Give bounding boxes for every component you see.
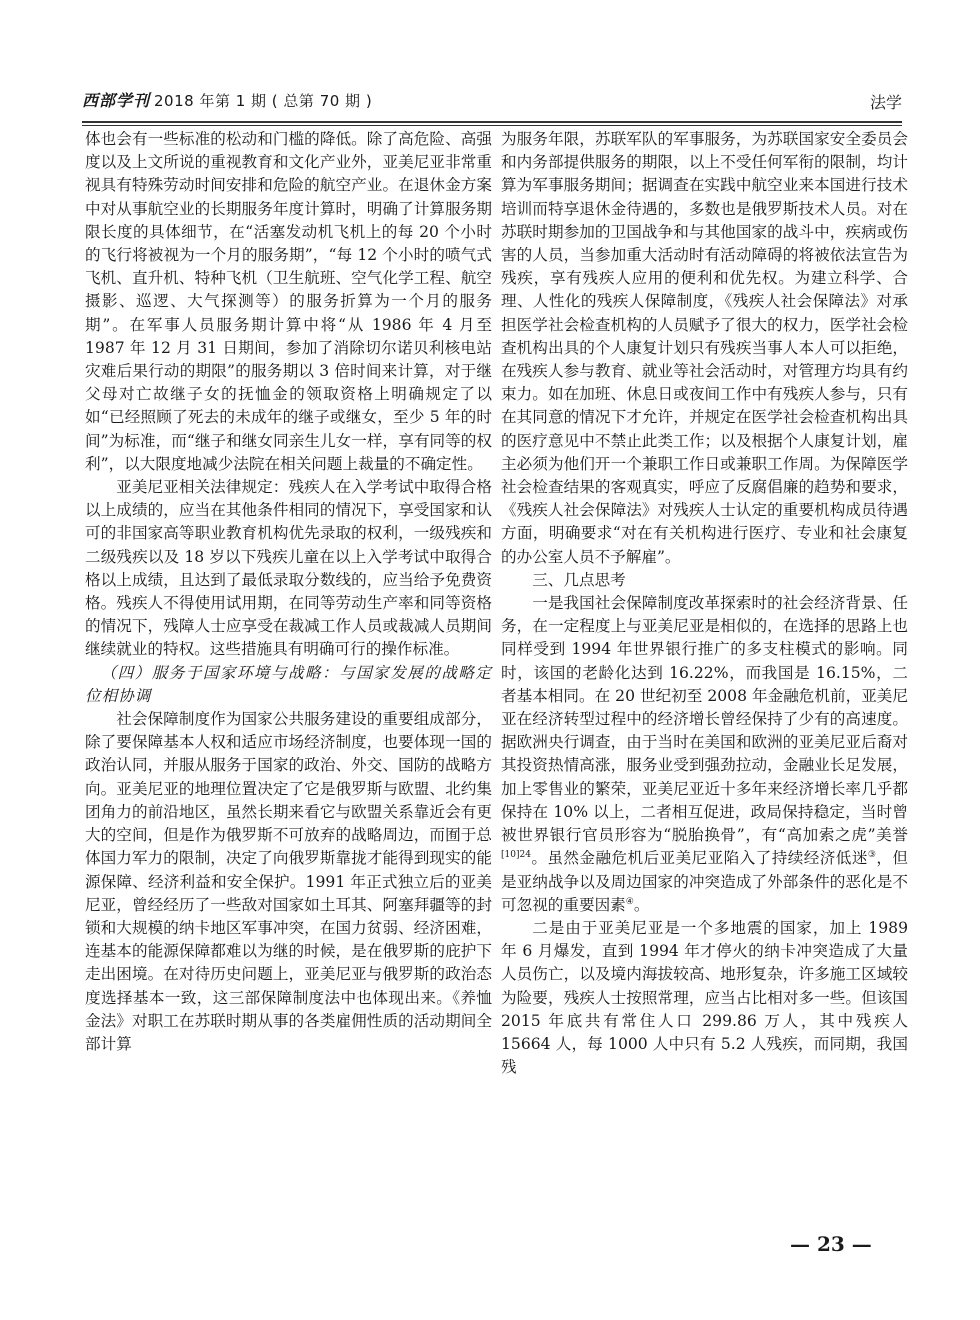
footnote-marker: ③ bbox=[867, 850, 877, 861]
footnote-marker: ④ bbox=[625, 896, 634, 907]
page-number: — 23 — bbox=[790, 1232, 872, 1256]
paragraph-text: ，但是亚纳战争以及周边国家的冲突造成了外部条件的恶化是不可忽视的重要因素 bbox=[501, 849, 908, 914]
right-column bbox=[501, 128, 908, 1079]
paragraph bbox=[501, 592, 908, 917]
section-heading: 三、几点思考 bbox=[532, 570, 626, 589]
subsection-heading: （四）服务于国家环境与战略：与国家发展的战略定位相协调 bbox=[85, 663, 492, 705]
paragraph-text: 。 bbox=[633, 895, 650, 914]
paragraph-text: 一是我国社会保障制度改革探索时的社会经济背景、任务，在一定程度上与亚美尼亚是相似的，在选择的思路上也同样受到 1994 年世界银行推广的多支柱模式的影响。同时，该国的老龄化达到 16.22%，而我国是 16.15%，二者基本相同。在 20 世纪初至 2008 年金融危机前，亚美尼亚在经济转型过程中的经济增长曾经保持了少有的高速度。据欧洲央行调查，由于当时在美国和欧洲的亚美尼亚后裔对其投资热情高涨，服务业受到强劲拉动，金融业长足发展，加上零售业的繁荣，亚美尼亚近十多年来经济增长率几乎都保持在 10% 以上，二者相互促进，政局保持稳定，当时曾被世界银行官员形容为“脱胎换骨”，有“高加索之虎”美誉 bbox=[501, 594, 908, 845]
header-rule-thick bbox=[82, 121, 902, 123]
paragraph: 社会保障制度作为国家公共服务建设的重要组成部分，除了要保障基本人权和适应市场经济制度，也要体现一国的政治认同，并服从服务于国家的政治、外交、国防的战略方向。亚美尼亚的地理位置决定了它是俄罗斯与欧盟、北约集团角力的前沿地区，虽然长期来看它与欧盟关系靠近会有更大的空间，但是作为俄罗斯不可放弃的战略周边，而囿于总体国力军力的限制，决定了向俄罗斯靠拢才能得到现实的能源保障、经济利益和安全保护。1991 年正式独立后的亚美尼亚，曾经经历了一些敌对国家如土耳其、阿塞拜疆等的封锁和大规模的纳卡地区军事冲突，在国力贫弱、经济困难，连基本的能源保障都难以为继的时候，是在俄罗斯的庇护下走出困境。在对待历史问题上，亚美尼亚与俄罗斯的政治态度选择基本一致，这三部保障制度法中也体现出来。《养恤金法》对职工在苏联时期从事的各类雇佣性质的活动期间全部计算 bbox=[85, 710, 492, 1053]
header-rule-thin bbox=[82, 125, 902, 126]
left-column bbox=[85, 128, 492, 1056]
issue-label: 2018 年第 1 期 ( 总第 70 期 ) bbox=[154, 92, 373, 110]
reference-citation: [10]24 bbox=[501, 850, 531, 861]
paragraph: 为服务年限，苏联军队的军事服务，为苏联国家安全委员会和内务部提供服务的期限，以上不受任何军衔的限制，均计算为军事服务期间；据调查在实践中航空业来本国进行技术培训而特享退休金待遇的，多数也是俄罗斯技术人员。对在苏联时期参加的卫国战争和与其他国家的战斗中，疾病或伤害的人员，当参加重大活动时有活动障碍的将被依法宣告为残疾，享有残疾人应用的便利和优先权。为建立科学、合理、人性化的残疾人保障制度，《残疾人社会保障法》对承担医学社会检查机构的人员赋予了很大的权力，医学社会检查机构出具的个人康复计划只有残疾当事人本人可以拒绝，在残疾人参与教育、就业等社会活动时，对管理方均具有约束力。如在加班、休息日或夜间工作中有残疾人参与，只有在其同意的情况下才允许，并规定在医学社会检查机构出具的医疗意见中不禁止此类工作；以及根据个人康复计划，雇主必须为他们开一个兼职工作日或兼职工作周。为保障医学社会检查结果的客观真实，呼应了反腐倡廉的趋势和要求，《残疾人社会保障法》对残疾人士认定的重要机构成员待遇方面，明确要求“对在有关机构进行医疗、专业和社会康复的办公室人员不予解雇”。 bbox=[501, 130, 908, 566]
paragraph: 亚美尼亚相关法律规定：残疾人在入学考试中取得合格以上成绩的，应当在其他条件相同的情况下，享受国家和认可的非国家高等职业教育机构优先录取的权利，一级残疾和二级残疾以及 18 岁以下残疾儿童在以上入学考试中取得合格以上成绩，且达到了最低录取分数线的，应当给予免费资格。残疾人不得使用试用期，在同等劳动生产率和同等资格的情况下，残障人士应享受在裁减工作人员或裁减人员期间继续就业的特权。这些措施具有明确可行的操作标准。 bbox=[85, 478, 492, 659]
paragraph: 二是由于亚美尼亚是一个多地震的国家，加上 1989 年 6 月爆发，直到 1994 年才停火的纳卡冲突造成了大量人员伤亡，以及境内海拔较高、地形复杂，许多施工区域较为险要，残疾人士按照常理，应当占比相对多一些。但该国 2015 年底共有常住人口 299.86 万人，其中残疾人 15664 人，每 1000 人中只有 5.2 人残疾，而同期，我国残 bbox=[501, 918, 908, 1077]
section-label: 法学 bbox=[869, 93, 902, 112]
journal-issue-info bbox=[82, 88, 372, 111]
running-header bbox=[82, 88, 902, 118]
paragraph: 体也会有一些标准的松动和门槛的降低。除了高危险、高强度以及上文所说的重视教育和文化产业外，亚美尼亚非常重视具有特殊劳动时间安排和危险的航空产业。在退休金方案中对从事航空业的长期服务年度计算时，明确了计算服务期限长度的具体细节，在“活塞发动机飞机上的每 20 个小时的飞行将被视为一个月的服务期”，“每 12 个小时的喷气式飞机、直升机、特种飞机（卫生航班、空气化学工程、航空摄影、巡逻、大气探测等）的服务折算为一个月的服务期”。在军事人员服务期计算中将“从 1986 年 4 月至 1987 年 12 月 31 日期间，参加了消除切尔诺贝利核电站灾难后果行动的期限”的服务期以 3 倍时间来计算，对于继父母对亡故继子女的抚恤金的领取资格上明确规定了以如“已经照顾了死去的未成年的继子或继女，至少 5 年的时间”为标准，而“继子和继女同亲生儿女一样，享有同等的权利”，以大限度地减少法院在相关问题上裁量的不确定性。 bbox=[85, 130, 492, 473]
paragraph-text: 。虽然金融危机后亚美尼亚陷入了持续经济低迷 bbox=[530, 849, 868, 868]
journal-logo: 西部学刊 bbox=[82, 91, 151, 110]
